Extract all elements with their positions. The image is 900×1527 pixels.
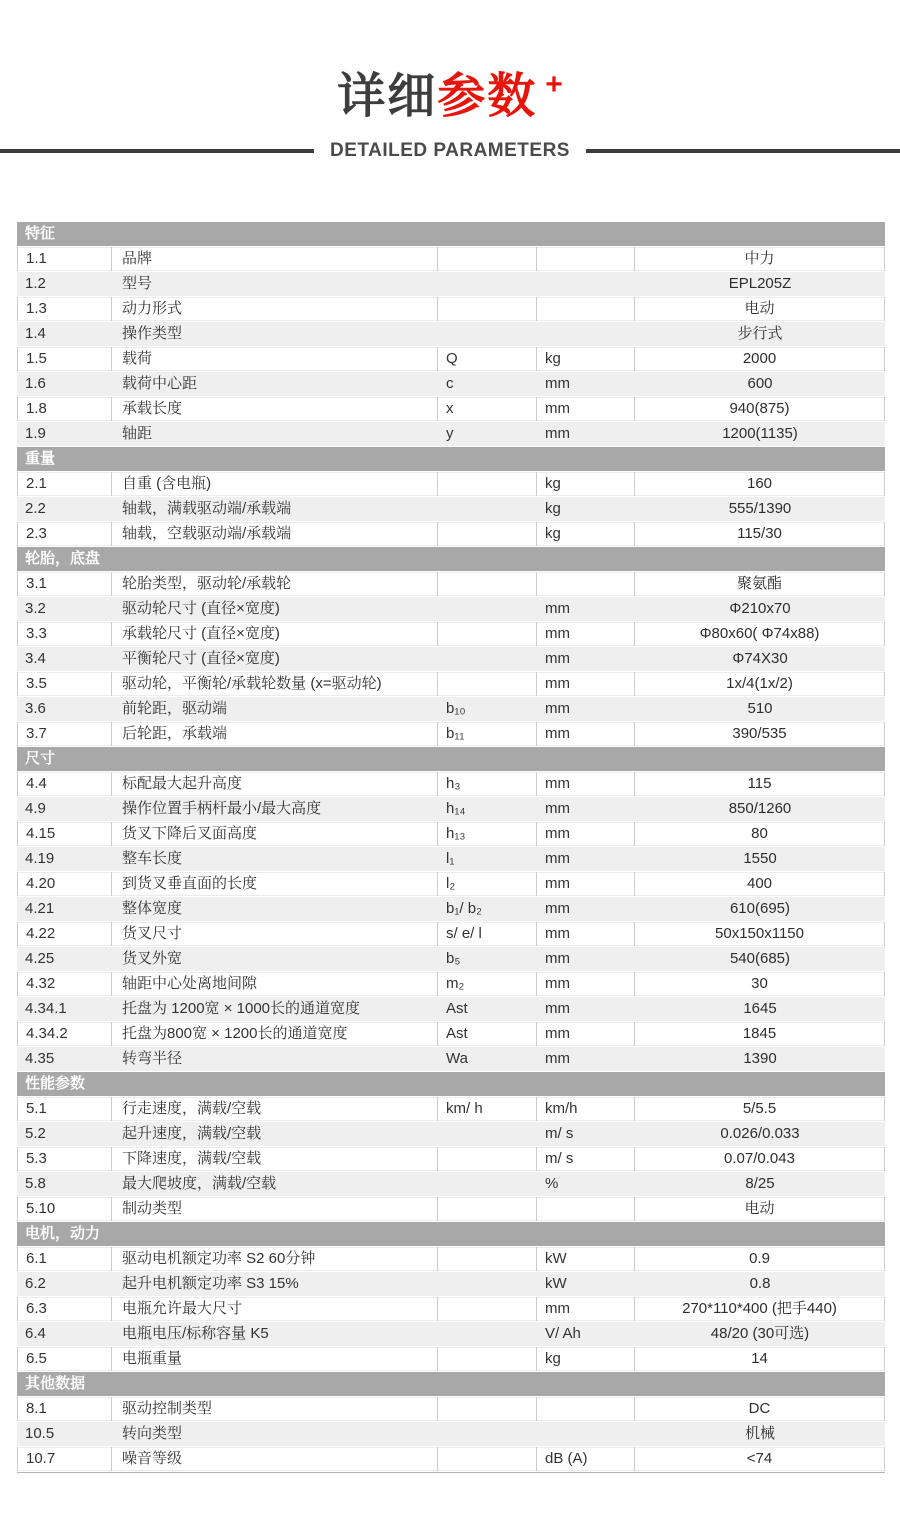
row-number: 6.3 bbox=[17, 1297, 112, 1321]
row-unit: mm bbox=[537, 1297, 635, 1321]
row-description: 电瓶重量 bbox=[112, 1347, 438, 1371]
row-symbol: Ast bbox=[438, 1022, 537, 1046]
row-number: 8.1 bbox=[17, 1397, 112, 1421]
spec-row bbox=[17, 947, 885, 971]
row-symbol bbox=[438, 572, 537, 596]
row-description: 到货叉垂直面的长度 bbox=[112, 872, 438, 896]
row-value: 50x150x1150 bbox=[635, 922, 885, 946]
spec-row bbox=[17, 1247, 885, 1271]
spec-row bbox=[17, 247, 885, 271]
spec-row bbox=[17, 1322, 885, 1346]
row-value: 0.8 bbox=[749, 1275, 771, 1292]
row-unit: mm bbox=[537, 722, 635, 746]
row-description: 制动类型 bbox=[112, 1197, 438, 1221]
row-number: 2.3 bbox=[17, 522, 112, 546]
row-number: 10.5 bbox=[25, 1425, 55, 1442]
row-symbol bbox=[438, 1297, 537, 1321]
spec-row bbox=[17, 572, 885, 596]
spec-row bbox=[17, 347, 885, 371]
row-description: 货叉尺寸 bbox=[112, 922, 438, 946]
row-description: 轮胎类型，驱动轮/承载轮 bbox=[112, 572, 438, 596]
spec-row bbox=[17, 647, 885, 671]
row-value: 步行式 bbox=[737, 325, 783, 342]
row-symbol bbox=[438, 1172, 537, 1196]
spec-row bbox=[17, 1147, 885, 1171]
row-symbol: b₁/ b₂ bbox=[446, 900, 482, 917]
row-value: 1390 bbox=[743, 1050, 777, 1067]
row-value: 30 bbox=[635, 972, 885, 996]
spec-row bbox=[17, 1022, 885, 1046]
row-symbol bbox=[438, 1147, 537, 1171]
row-value: 390/535 bbox=[635, 722, 885, 746]
row-description: 电瓶允许最大尺寸 bbox=[112, 1297, 438, 1321]
row-number: 6.4 bbox=[25, 1325, 46, 1342]
section-header-motor-power: 电机，动力 bbox=[17, 1222, 885, 1246]
row-value: 400 bbox=[635, 872, 885, 896]
row-unit: mm bbox=[537, 397, 635, 421]
row-number: 3.5 bbox=[17, 672, 112, 696]
row-description: 噪音等级 bbox=[112, 1447, 438, 1471]
row-number: 3.4 bbox=[25, 650, 46, 667]
row-unit: mm bbox=[537, 872, 635, 896]
row-unit: mm bbox=[545, 700, 570, 717]
row-number: 4.20 bbox=[17, 872, 112, 896]
spec-row bbox=[17, 1422, 885, 1446]
spec-row bbox=[17, 472, 885, 496]
row-unit bbox=[537, 272, 635, 296]
row-symbol bbox=[438, 1397, 537, 1421]
page-header bbox=[0, 0, 900, 162]
row-unit: mm bbox=[537, 622, 635, 646]
spec-row bbox=[17, 872, 885, 896]
row-number: 4.34.1 bbox=[25, 1000, 67, 1017]
row-unit: mm bbox=[545, 375, 570, 392]
row-number: 3.1 bbox=[17, 572, 112, 596]
row-unit: dB (A) bbox=[537, 1447, 635, 1471]
row-value: 0.026/0.033 bbox=[720, 1125, 800, 1142]
row-unit: kg bbox=[537, 1347, 635, 1371]
row-symbol bbox=[438, 1197, 537, 1221]
row-unit: kg bbox=[537, 522, 635, 546]
row-unit: mm bbox=[537, 672, 635, 696]
row-number: 5.1 bbox=[17, 1097, 112, 1121]
row-description: 承载长度 bbox=[112, 397, 438, 421]
subtitle-row bbox=[0, 140, 900, 162]
row-number: 1.9 bbox=[25, 425, 46, 442]
row-value: <74 bbox=[635, 1447, 885, 1471]
row-description: 轴载，满载驱动端/承载端 bbox=[122, 500, 292, 517]
row-number: 5.2 bbox=[25, 1125, 46, 1142]
row-symbol bbox=[438, 1447, 537, 1471]
row-unit: mm bbox=[545, 900, 570, 917]
row-description: 操作类型 bbox=[122, 325, 183, 342]
row-symbol bbox=[438, 1322, 537, 1346]
row-symbol bbox=[438, 322, 537, 346]
row-value: Φ210x70 bbox=[729, 600, 791, 617]
spec-row bbox=[17, 972, 885, 996]
row-value: 1645 bbox=[743, 1000, 777, 1017]
row-value: 555/1390 bbox=[728, 500, 792, 517]
row-description: 托盘为800宽 × 1200长的通道宽度 bbox=[112, 1022, 438, 1046]
row-value: 940(875) bbox=[635, 397, 885, 421]
spec-row bbox=[17, 422, 885, 446]
row-symbol bbox=[438, 1247, 537, 1271]
row-value: Φ74X30 bbox=[732, 650, 788, 667]
row-description: 操作位置手柄杆最小/最大高度 bbox=[122, 800, 322, 817]
row-description: 驱动电机额定功率 S2 60分钟 bbox=[112, 1247, 438, 1271]
row-description: 整体宽度 bbox=[122, 900, 183, 917]
row-value: 8/25 bbox=[745, 1175, 775, 1192]
row-value: 115 bbox=[635, 772, 885, 796]
row-value: 0.9 bbox=[635, 1247, 885, 1271]
row-unit: mm bbox=[537, 922, 635, 946]
row-number: 2.2 bbox=[25, 500, 46, 517]
row-symbol bbox=[438, 272, 537, 296]
row-number: 6.2 bbox=[25, 1275, 46, 1292]
row-description: 下降速度，满载/空载 bbox=[112, 1147, 438, 1171]
row-number: 4.34.2 bbox=[17, 1022, 112, 1046]
row-value: 2000 bbox=[635, 347, 885, 371]
row-description: 自重 (含电瓶) bbox=[112, 472, 438, 496]
spec-row bbox=[17, 1297, 885, 1321]
row-symbol: b₁₀ bbox=[446, 700, 466, 717]
row-unit: kg bbox=[545, 500, 561, 517]
row-description: 承载轮尺寸 (直径×宽度) bbox=[112, 622, 438, 646]
divider-line-left bbox=[0, 149, 314, 153]
row-unit: kg bbox=[537, 347, 635, 371]
row-unit: mm bbox=[545, 425, 570, 442]
spec-row bbox=[17, 997, 885, 1021]
row-symbol: y bbox=[446, 425, 454, 442]
row-unit: mm bbox=[545, 650, 570, 667]
row-description: 驱动轮尺寸 (直径×宽度) bbox=[122, 600, 280, 617]
row-description: 标配最大起升高度 bbox=[112, 772, 438, 796]
page-title bbox=[0, 68, 900, 132]
row-value: 1x/4(1x/2) bbox=[635, 672, 885, 696]
row-symbol: c bbox=[446, 375, 454, 392]
row-unit: kW bbox=[537, 1247, 635, 1271]
row-description: 动力形式 bbox=[112, 297, 438, 321]
row-unit: mm bbox=[545, 800, 570, 817]
spec-row bbox=[17, 1172, 885, 1196]
row-value: EPL205Z bbox=[728, 275, 792, 292]
row-unit bbox=[537, 1197, 635, 1221]
row-symbol: h₁₃ bbox=[438, 822, 537, 846]
spec-row bbox=[17, 597, 885, 621]
divider-line-right bbox=[586, 149, 900, 153]
row-unit bbox=[537, 297, 635, 321]
row-number: 1.3 bbox=[17, 297, 112, 321]
row-value: 160 bbox=[635, 472, 885, 496]
row-symbol: b₁₁ bbox=[438, 722, 537, 746]
row-number: 1.8 bbox=[17, 397, 112, 421]
row-number: 5.3 bbox=[17, 1147, 112, 1171]
row-unit: % bbox=[545, 1175, 559, 1192]
row-unit: mm bbox=[545, 1000, 570, 1017]
row-symbol bbox=[438, 1347, 537, 1371]
row-symbol bbox=[438, 1422, 537, 1446]
spec-row bbox=[17, 722, 885, 746]
row-unit: m/ s bbox=[537, 1147, 635, 1171]
row-number: 5.8 bbox=[25, 1175, 46, 1192]
row-description: 载荷中心距 bbox=[122, 375, 198, 392]
row-value: 540(685) bbox=[729, 950, 791, 967]
row-description: 型号 bbox=[122, 275, 153, 292]
row-value: 聚氨酯 bbox=[635, 572, 885, 596]
row-description: 托盘为 1200宽 × 1000长的通道宽度 bbox=[122, 1000, 361, 1017]
spec-row bbox=[17, 1447, 885, 1471]
row-value: 1200(1135) bbox=[722, 425, 798, 442]
row-value: 600 bbox=[747, 375, 773, 392]
spec-row bbox=[17, 272, 885, 296]
page-subtitle: DETAILED PARAMETERS bbox=[330, 140, 570, 161]
row-description: 前轮距，驱动端 bbox=[122, 700, 228, 717]
spec-row bbox=[17, 847, 885, 871]
row-unit: mm bbox=[545, 950, 570, 967]
spec-row bbox=[17, 1272, 885, 1296]
row-number: 1.4 bbox=[25, 325, 46, 342]
row-symbol bbox=[438, 247, 537, 271]
row-symbol: km/ h bbox=[438, 1097, 537, 1121]
row-unit bbox=[537, 247, 635, 271]
row-description: 驱动控制类型 bbox=[112, 1397, 438, 1421]
row-number: 4.22 bbox=[17, 922, 112, 946]
row-symbol: l₁ bbox=[446, 850, 455, 867]
row-description: 货叉下降后叉面高度 bbox=[112, 822, 438, 846]
row-unit bbox=[537, 572, 635, 596]
section-header-tyres-chassis: 轮胎，底盘 bbox=[17, 547, 885, 571]
spec-row bbox=[17, 322, 885, 346]
page-title-red-text: 参数 bbox=[437, 70, 538, 123]
row-unit: V/ Ah bbox=[545, 1325, 581, 1342]
row-description: 轴距 bbox=[122, 425, 153, 442]
row-symbol bbox=[438, 497, 537, 521]
row-value: 中力 bbox=[635, 247, 885, 271]
row-unit: mm bbox=[537, 822, 635, 846]
row-value: 电动 bbox=[635, 297, 885, 321]
row-value: 270*110*400 (把手440) bbox=[635, 1297, 885, 1321]
row-value: 14 bbox=[635, 1347, 885, 1371]
spec-row bbox=[17, 497, 885, 521]
row-unit bbox=[537, 322, 635, 346]
section-header-other-data: 其他数据 bbox=[17, 1372, 885, 1396]
row-number: 4.21 bbox=[25, 900, 55, 917]
row-value: 电动 bbox=[635, 1197, 885, 1221]
row-description: 转弯半径 bbox=[122, 1050, 183, 1067]
page-title-dark-text: 详细 bbox=[337, 70, 438, 123]
row-description: 轴载，空载驱动端/承载端 bbox=[112, 522, 438, 546]
row-symbol bbox=[438, 647, 537, 671]
row-value: 0.07/0.043 bbox=[635, 1147, 885, 1171]
row-unit: mm bbox=[545, 1050, 570, 1067]
row-unit bbox=[537, 1422, 635, 1446]
row-description: 电瓶电压/标称容量 K5 bbox=[122, 1325, 269, 1342]
section-header-features: 特征 bbox=[17, 222, 885, 246]
row-number: 1.5 bbox=[17, 347, 112, 371]
row-symbol bbox=[438, 297, 537, 321]
row-number: 3.6 bbox=[25, 700, 46, 717]
spec-row bbox=[17, 1047, 885, 1071]
spec-row bbox=[17, 1397, 885, 1421]
row-description: 载荷 bbox=[112, 347, 438, 371]
spec-row bbox=[17, 672, 885, 696]
row-value: Φ80x60( Φ74x88) bbox=[635, 622, 885, 646]
row-symbol bbox=[438, 1122, 537, 1146]
section-header-weight: 重量 bbox=[17, 447, 885, 471]
spec-row bbox=[17, 1347, 885, 1371]
row-symbol bbox=[438, 672, 537, 696]
row-number: 2.1 bbox=[17, 472, 112, 496]
spec-row bbox=[17, 622, 885, 646]
row-description: 转向类型 bbox=[122, 1425, 183, 1442]
row-description: 后轮距，承载端 bbox=[112, 722, 438, 746]
row-symbol bbox=[438, 522, 537, 546]
row-number: 3.2 bbox=[25, 600, 46, 617]
row-description: 整车长度 bbox=[122, 850, 183, 867]
plus-icon: + bbox=[545, 68, 563, 101]
row-value: 机械 bbox=[744, 1425, 775, 1442]
row-symbol: m₂ bbox=[438, 972, 537, 996]
row-description: 平衡轮尺寸 (直径×宽度) bbox=[122, 650, 280, 667]
spec-row bbox=[17, 797, 885, 821]
spec-row bbox=[17, 897, 885, 921]
row-number: 4.9 bbox=[25, 800, 46, 817]
row-unit: m/ s bbox=[545, 1125, 574, 1142]
row-symbol bbox=[438, 597, 537, 621]
row-description: 驱动轮，平衡轮/承载轮数量 (x=驱动轮) bbox=[112, 672, 438, 696]
row-description: 行走速度，满载/空载 bbox=[112, 1097, 438, 1121]
row-value: DC bbox=[635, 1397, 885, 1421]
row-number: 4.35 bbox=[25, 1050, 55, 1067]
row-number: 4.15 bbox=[17, 822, 112, 846]
spec-row bbox=[17, 397, 885, 421]
row-description: 最大爬坡度，满载/空载 bbox=[122, 1175, 277, 1192]
row-description: 轴距中心处离地间隙 bbox=[112, 972, 438, 996]
row-number: 4.19 bbox=[25, 850, 55, 867]
section-header-dimensions: 尺寸 bbox=[17, 747, 885, 771]
row-symbol: b₅ bbox=[446, 950, 461, 967]
row-symbol: s/ e/ l bbox=[438, 922, 537, 946]
row-symbol: x bbox=[438, 397, 537, 421]
spec-row bbox=[17, 1097, 885, 1121]
row-unit: mm bbox=[537, 1022, 635, 1046]
spec-row bbox=[17, 922, 885, 946]
row-value: 1550 bbox=[743, 850, 777, 867]
row-value: 5/5.5 bbox=[635, 1097, 885, 1121]
spec-row bbox=[17, 1122, 885, 1146]
row-description: 品牌 bbox=[112, 247, 438, 271]
row-symbol: h₃ bbox=[438, 772, 537, 796]
row-number: 4.4 bbox=[17, 772, 112, 796]
spec-row bbox=[17, 697, 885, 721]
row-number: 1.6 bbox=[25, 375, 46, 392]
row-number: 3.7 bbox=[17, 722, 112, 746]
row-number: 10.7 bbox=[17, 1447, 112, 1471]
row-unit: mm bbox=[537, 772, 635, 796]
row-number: 4.32 bbox=[17, 972, 112, 996]
row-value: 115/30 bbox=[635, 522, 885, 546]
row-number: 4.25 bbox=[25, 950, 55, 967]
row-number: 1.2 bbox=[25, 275, 46, 292]
row-value: 80 bbox=[635, 822, 885, 846]
spec-row bbox=[17, 372, 885, 396]
row-description: 货叉外宽 bbox=[122, 950, 183, 967]
row-number: 6.1 bbox=[17, 1247, 112, 1271]
row-symbol bbox=[438, 622, 537, 646]
row-number: 3.3 bbox=[17, 622, 112, 646]
row-symbol: Ast bbox=[446, 1000, 468, 1017]
row-value: 850/1260 bbox=[728, 800, 792, 817]
row-symbol bbox=[438, 472, 537, 496]
row-value: 48/20 (30可选) bbox=[710, 1325, 810, 1342]
row-value: 610(695) bbox=[729, 900, 791, 917]
spec-row bbox=[17, 522, 885, 546]
row-number: 1.1 bbox=[17, 247, 112, 271]
row-unit: mm bbox=[545, 600, 570, 617]
spec-table bbox=[17, 222, 885, 1473]
spec-row bbox=[17, 772, 885, 796]
spec-row bbox=[17, 1197, 885, 1221]
row-value: 1845 bbox=[635, 1022, 885, 1046]
row-unit: kW bbox=[545, 1275, 567, 1292]
row-number: 5.10 bbox=[17, 1197, 112, 1221]
row-unit: km/h bbox=[537, 1097, 635, 1121]
row-symbol bbox=[438, 1272, 537, 1296]
spec-row bbox=[17, 822, 885, 846]
row-unit: mm bbox=[537, 972, 635, 996]
row-unit bbox=[537, 1397, 635, 1421]
row-symbol: h₁₄ bbox=[446, 800, 466, 817]
row-symbol: Q bbox=[438, 347, 537, 371]
row-unit: kg bbox=[537, 472, 635, 496]
row-value: 510 bbox=[747, 700, 773, 717]
row-symbol: Wa bbox=[446, 1050, 468, 1067]
row-description: 起升电机额定功率 S3 15% bbox=[122, 1275, 299, 1292]
row-description: 起升速度，满载/空载 bbox=[122, 1125, 262, 1142]
spec-row bbox=[17, 297, 885, 321]
row-symbol: l₂ bbox=[438, 872, 537, 896]
row-unit: mm bbox=[545, 850, 570, 867]
row-number: 6.5 bbox=[17, 1347, 112, 1371]
section-header-performance: 性能参数 bbox=[17, 1072, 885, 1096]
